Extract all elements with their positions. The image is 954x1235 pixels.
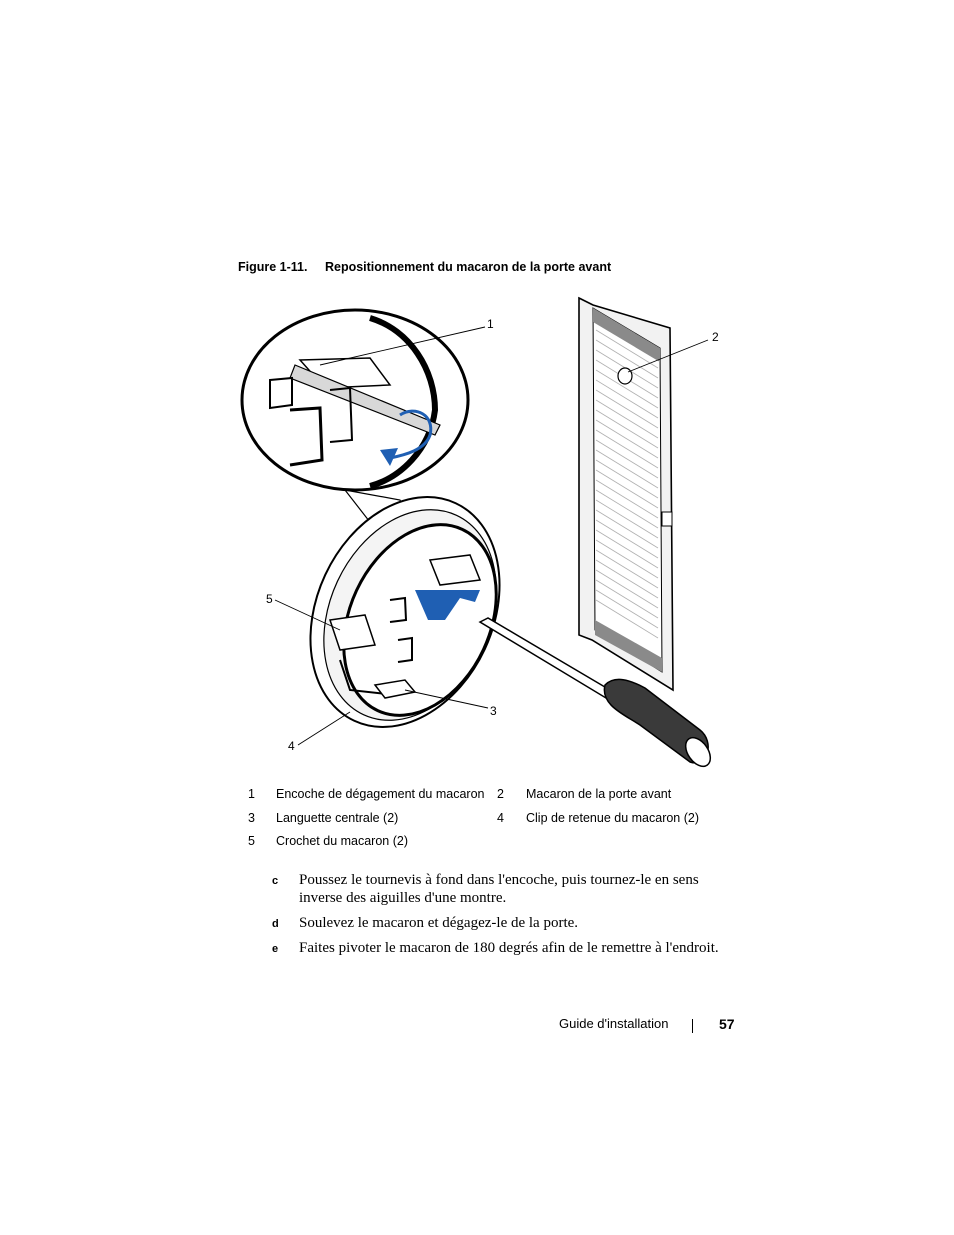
callout-2: 2 <box>712 330 719 344</box>
legend-label: Crochet du macaron (2) <box>276 834 409 848</box>
step-text: Soulevez le macaron et dégagez-le de la porte. <box>299 915 579 931</box>
legend-number: 3 <box>248 810 255 825</box>
callout-5: 5 <box>266 592 273 606</box>
legend-label: Encoche de dégagement du macaron <box>276 787 485 801</box>
front-door <box>579 298 673 690</box>
step-letter: e <box>272 943 279 955</box>
legend-number: 1 <box>248 787 255 801</box>
step-text: Poussez le tournevis à fond dans l'encoche, puis tournez-le en sens inverse des aiguilles d'une montre. <box>299 872 699 906</box>
footer-guide-title: Guide d'installation <box>559 1016 669 1031</box>
legend-label: Languette centrale (2) <box>276 810 399 825</box>
legend-number: 4 <box>497 810 504 825</box>
page-number: 57 <box>719 1016 735 1032</box>
legend-label: Macaron de la porte avant <box>526 787 672 801</box>
callout-4: 4 <box>288 739 295 753</box>
legend-number: 2 <box>497 787 504 801</box>
step-letter: c <box>272 875 279 887</box>
figure-title: Repositionnement du macaron de la porte avant <box>324 260 612 274</box>
callout-1: 1 <box>487 317 494 331</box>
step-letter: d <box>272 918 279 930</box>
figure-caption <box>238 260 611 274</box>
legend-number: 5 <box>248 834 255 848</box>
footer-divider <box>692 1019 693 1033</box>
step-text: Faites pivoter le macaron de 180 degrés afin de le remettre à l'endroit. <box>299 940 719 956</box>
figure-number: Figure 1-11. <box>238 260 308 274</box>
bezel-illustration <box>230 290 730 780</box>
callout-3: 3 <box>490 704 497 718</box>
legend-label: Clip de retenue du macaron (2) <box>526 810 700 825</box>
